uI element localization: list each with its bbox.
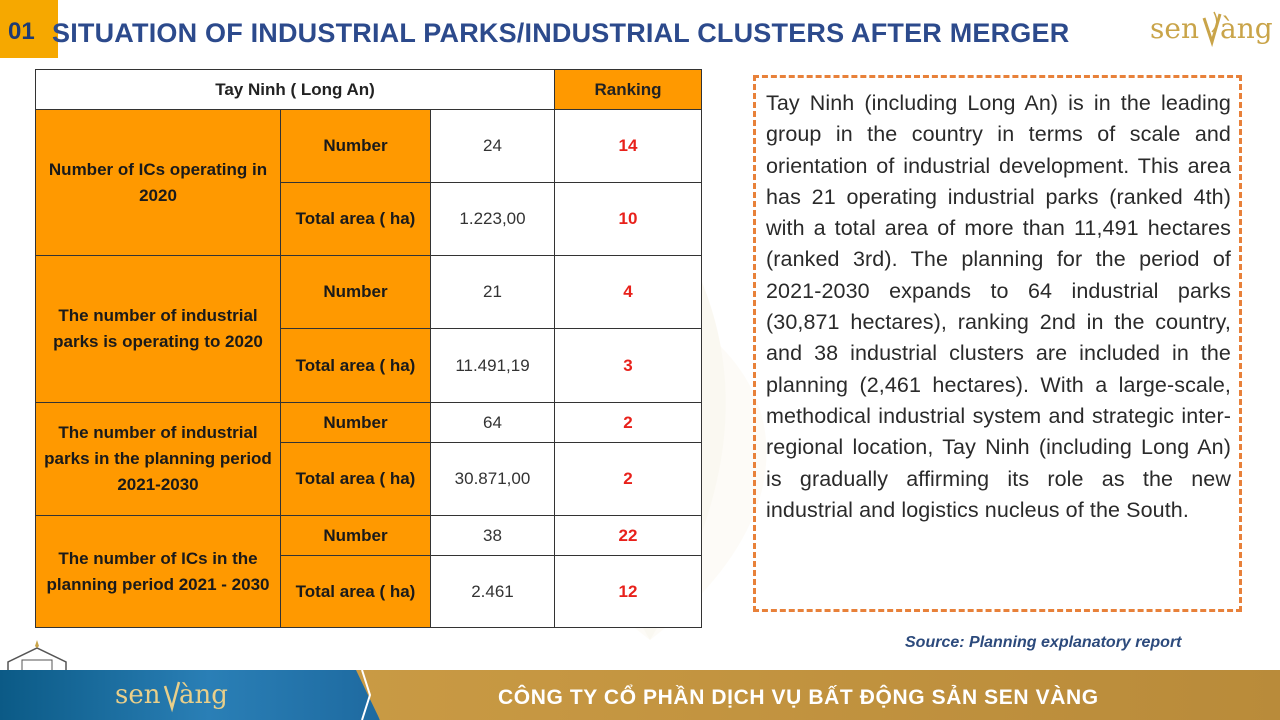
summary-text: Tay Ninh (including Long An) is in the leading group in the country in terms of scale and orientation of industrial development. This area has 21 operating industrial parks (ranked 4th) with a total area of more than 11,491 hectares (ranked 3rd). The planning for the period of 2021-2030 expands to 64 industrial parks (30,871 hectares), ranking 2nd in the country, and 38 industrial clusters are included in the planning (2,461 hectares). With a large-scale, methodical industrial system and strategic inter-regional location, Tay Ninh (including Long An) is gradually affirming its role as the new industrial and logistics nucleus of the South. xyxy=(766,91,1231,522)
value-cell: 1.223,00 xyxy=(431,183,555,256)
source-note: Source: Planning explanatory report xyxy=(905,634,1182,651)
metric-cell: Number xyxy=(281,110,431,183)
rank-cell: 3 xyxy=(555,329,702,403)
metric-cell: Number xyxy=(281,256,431,329)
brand-logo xyxy=(1148,10,1274,48)
metric-cell: Number xyxy=(281,516,431,556)
category-cell: The number of ICs in the planning period 2021 - 2030 xyxy=(36,516,281,628)
logo-text-left: sen xyxy=(1150,12,1199,45)
footer-logo-text-right: àng xyxy=(179,680,228,710)
table-row xyxy=(36,516,702,556)
metric-cell: Total area ( ha) xyxy=(281,443,431,516)
value-cell: 64 xyxy=(431,403,555,443)
value-cell: 30.871,00 xyxy=(431,443,555,516)
table-header-row xyxy=(36,70,702,110)
table-row xyxy=(36,256,702,329)
value-cell: 11.491,19 xyxy=(431,329,555,403)
category-cell: The number of industrial parks in the planning period 2021-2030 xyxy=(36,403,281,516)
summary-box xyxy=(753,75,1242,612)
footer-company-name: CÔNG TY CỔ PHẦN DỊCH VỤ BẤT ĐỘNG SẢN SEN VÀNG xyxy=(498,686,1099,709)
rank-cell: 12 xyxy=(555,556,702,628)
metric-cell: Number xyxy=(281,403,431,443)
rank-cell: 10 xyxy=(555,183,702,256)
metric-cell: Total area ( ha) xyxy=(281,183,431,256)
category-cell: The number of industrial parks is operating to 2020 xyxy=(36,256,281,403)
table-row xyxy=(36,403,702,443)
metric-cell: Total area ( ha) xyxy=(281,329,431,403)
rank-cell: 22 xyxy=(555,516,702,556)
rank-cell: 2 xyxy=(555,443,702,516)
footer-divider-icon xyxy=(360,670,390,720)
section-number: 01 xyxy=(8,18,35,45)
industrial-parks-table xyxy=(35,69,702,628)
rank-cell: 14 xyxy=(555,110,702,183)
category-cell: Number of ICs operating in 2020 xyxy=(36,110,281,256)
ranking-header: Ranking xyxy=(555,70,702,110)
region-header: Tay Ninh ( Long An) xyxy=(36,70,555,110)
logo-text-right: àng xyxy=(1220,12,1273,45)
footer-logo xyxy=(115,676,235,716)
value-cell: 2.461 xyxy=(431,556,555,628)
value-cell: 38 xyxy=(431,516,555,556)
metric-cell: Total area ( ha) xyxy=(281,556,431,628)
table-row xyxy=(36,110,702,183)
value-cell: 21 xyxy=(431,256,555,329)
value-cell: 24 xyxy=(431,110,555,183)
rank-cell: 4 xyxy=(555,256,702,329)
footer-logo-text-left: sen xyxy=(115,680,161,710)
page-title: SITUATION OF INDUSTRIAL PARKS/INDUSTRIAL CLUSTERS AFTER MERGER xyxy=(52,18,1070,48)
rank-cell: 2 xyxy=(555,403,702,443)
building-emblem-icon xyxy=(4,640,70,674)
